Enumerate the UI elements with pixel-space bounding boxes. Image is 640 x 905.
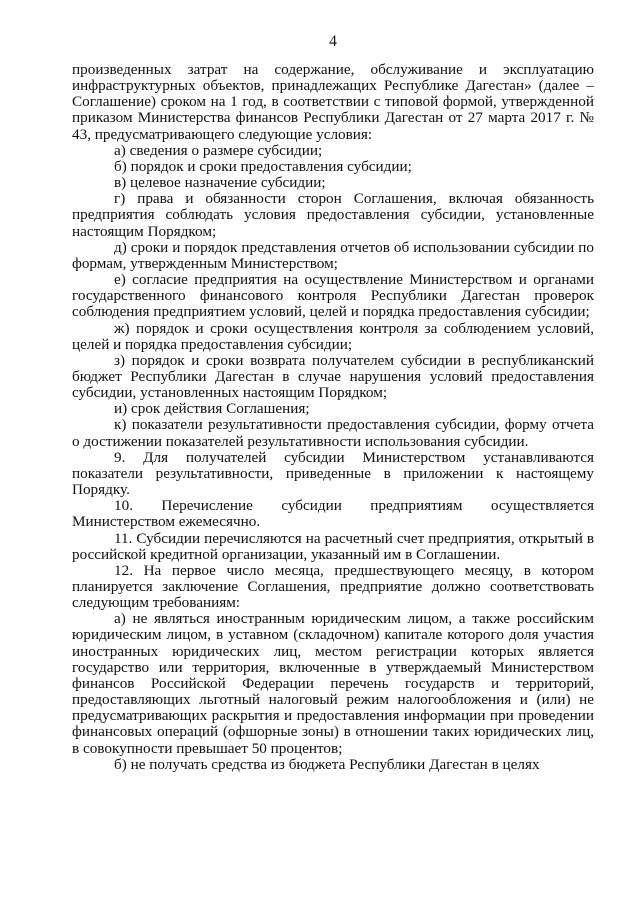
paragraph: произведенных затрат на содержание, обслуживание и эксплуатацию инфраструктурных объектов, принадлежащих Республике Дагестан» (далее – Соглашение) сроком на 1 год, в соответствии с типовой формой, утвержденной приказом Министерства финансов Республики Дагестан от 27 марта 2017 г. № 43, предусматривающего следующие условия: <box>72 61 594 143</box>
paragraph: 10. Перечисление субсидии предприятиям осуществляется Министерством ежемесячно. <box>72 497 594 531</box>
paragraph: б) порядок и сроки предоставления субсидии; <box>114 157 412 175</box>
paragraph: г) права и обязанности сторон Соглашения, включая обязанность предприятия соблюдать условия предоставления субсидии, установленные настоящим Порядком; <box>72 190 594 240</box>
paragraph: в) целевое назначение субсидии; <box>114 174 326 192</box>
paragraph: ж) порядок и сроки осуществления контроля за соблюдением условий, целей и порядка предоставления субсидии; <box>72 319 594 353</box>
paragraph: а) сведения о размере субсидии; <box>114 141 323 159</box>
paragraph: 11. Субсидии перечисляются на расчетный счет предприятия, открытый в российской кредитной организации, указанный им в Соглашении. <box>72 529 594 563</box>
paragraph: д) сроки и порядок представления отчетов об использовании субсидии по формам, утвержденным Министерством; <box>72 238 594 272</box>
page-number: 4 <box>329 33 337 50</box>
paragraph: а) не являться иностранным юридическим лицом, а также российским юридическим лицом, в уставном (складочном) капитале которого доля участия иностранных юридических лиц, местом регистрации которых является государство или территория, включенные в утверждаемый Министерством финансов Российской Федерации перечень государств и территорий, предоставляющих льготный налоговый режим налогообложения и (или) не предусматривающих раскрытия и предоставления информации при проведении финансовых операций (офшорные зоны) в отношении таких юридических лиц, в совокупности превышает 50 процентов; <box>72 610 594 757</box>
paragraph: з) порядок и сроки возврата получателем субсидии в республиканский бюджет Республики Дагестан в случае нарушения условий предоставления субсидии, установленных настоящим Порядком; <box>72 351 594 402</box>
paragraph: и) срок действия Соглашения; <box>114 400 310 418</box>
paragraph: к) показатели результативности предоставления субсидии, форму отчета о достижении показателей результативности использования субсидии. <box>72 416 594 450</box>
paragraph: е) согласие предприятия на осуществление Министерством и органами государственного финансового контроля Республики Дагестан проверок соблюдения предприятием условий, целей и порядка предоставления субсидии; <box>72 271 594 321</box>
document-body <box>72 62 594 773</box>
paragraph: 12. На первое число месяца, предшествующего месяцу, в котором планируется заключение Соглашения, предприятие должно соответствовать следующим требованиям: <box>72 561 594 612</box>
paragraph: 9. Для получателей субсидии Министерством устанавливаются показатели результативности, приведенные в приложении к настоящему Порядку. <box>72 448 594 499</box>
paragraph: б) не получать средства из бюджета Республики Дагестан в целях <box>114 755 540 773</box>
